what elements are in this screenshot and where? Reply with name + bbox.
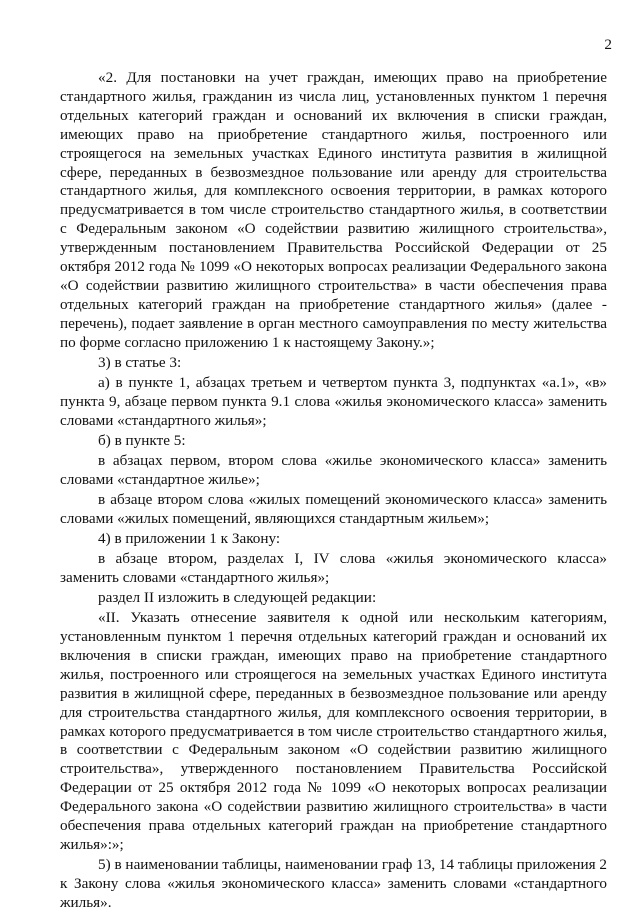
paragraph-abzats-second: в абзаце втором слова «жилых помещений экономического класса» заменить словами «жилых помещений, являющихся стандартным жильем»; bbox=[60, 490, 607, 527]
paragraph-sections-i-iv: в абзаце втором, разделах I, IV слова «жилья экономического класса» заменить словами «стандартного жилья»; bbox=[60, 549, 607, 586]
paragraph-abzats-first-second: в абзацах первом, втором слова «жилье экономического класса» заменить словами «стандартное жилье»; bbox=[60, 451, 607, 488]
paragraph-item-5: 5) в наименовании таблицы, наименовании граф 13, 14 таблицы приложения 2 к Закону слова «жилья экономического класса» заменить словами «стандартного жилья». bbox=[60, 856, 607, 911]
paragraph-item-4: 4) в приложении 1 к Закону: bbox=[98, 529, 281, 547]
paragraph-point-2-text: «2. Для постановки на учет граждан, имеющих право на приобретение стандартного жилья, гражданин из числа лиц, установленных пунктом 1 перечня отдельных категорий граждан и оснований их включения в списки граждан, имеющих право на приобретение стандартного жилья, построенного или строящегося на земельных участках Единого института развития в жилищной сфере, переданных в безвозмездное пользование или аренду для строительства стандартного жилья, для комплексного освоения территории, в рамках которого предусматривается в том числе строительство стандартного жилья, в соответствии с Федеральным законом «О содействии развитию жилищного строительства», утвержденным постановлением Правительства Российской Федерации от 25 октября 2012 года № 1099 «О некоторых вопросах реализации Федерального закона «О содействии развитию жилищного строительства» в части обеспечения права отдельных категорий граждан на приобретение стандартного жилья» (далее - перечень), подает заявление в орган местного самоуправления по месту жительства по форме согласно приложению 1 к настоящему Закону.»; bbox=[60, 69, 607, 351]
paragraph-section-ii-text: «II. Указать отнесение заявителя к одной или нескольким категориям, установленным пунктом 1 перечня отдельных категорий граждан и оснований их включения в списки граждан, имеющих право на приобретение стандартного жилья, построенного или строящегося на земельных участках Единого института развития в жилищной сфере, переданных в безвозмездное пользование или аренду для строительства стандартного жилья, для комплексного освоения территории, в рамках которого предусматривается в том числе строительство стандартного жилья, в соответствии с Федеральным законом «О содействии развитию жилищного строительства», утвержденного постановлением Правительства Российской Федерации от 25 октября 2012 года № 1099 «О некоторых вопросах реализации Федерального закона «О содействии развитию жилищного строительства» в части обеспечения права отдельных категорий граждан на приобретение стандартного жилья»:»; bbox=[60, 609, 607, 853]
paragraph-subitem-b: б) в пункте 5: bbox=[98, 431, 186, 449]
page-number: 2 bbox=[604, 36, 612, 53]
document-body bbox=[60, 69, 607, 913]
paragraph-section-ii-intro: раздел II изложить в следующей редакции: bbox=[98, 588, 377, 606]
paragraph-item-3: 3) в статье 3: bbox=[98, 353, 182, 371]
paragraph-subitem-a: а) в пункте 1, абзацах третьем и четвертом пункта 3, подпунктах «а.1», «в» пункта 9, абзаце первом пункта 9.1 слова «жилья экономического класса» заменить словами «стандартного жилья»; bbox=[60, 373, 607, 429]
